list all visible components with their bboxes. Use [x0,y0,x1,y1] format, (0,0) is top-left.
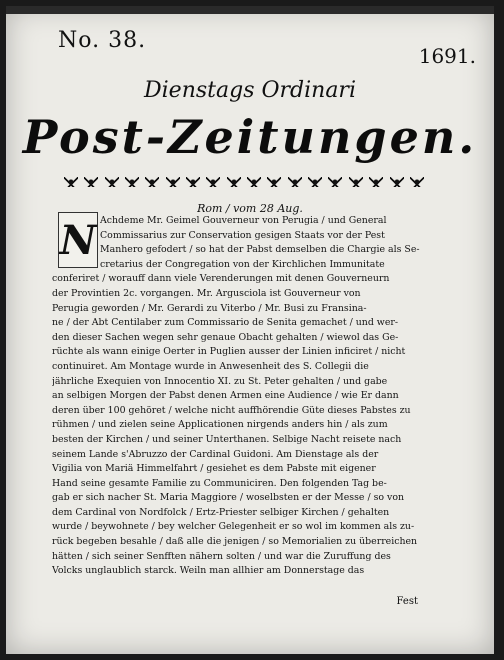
article-line: ne / der Abt Centilaber zum Commissario de Senita gemachet / und wer- [52,317,399,329]
ornament-glyph [390,177,404,187]
article-line: Perugia geworden / Mr. Gerardi zu Viterbo / Mr. Busi zu Fransina- [52,302,367,314]
article-line: Manhero gefodert / so hat der Pabst demselben die Chargie als Se- [100,244,420,256]
ornament-glyph [410,177,424,187]
article-line: cretarius der Congregation von der Kirchlichen Immunitate [100,258,385,270]
catchword: Fest [396,596,418,607]
masthead-subtitle: Dienstags Ordinari [144,78,356,103]
ornament-glyph [227,177,241,187]
ornament-glyph [206,177,220,187]
ornament-glyph [145,177,159,187]
ornament-glyph [84,177,98,187]
ornament-glyph [247,177,261,187]
ornament-glyph [186,177,200,187]
issue-year: 1691. [418,44,476,68]
ornament-glyph [125,177,139,187]
article-line: dem Cardinal von Nordfolck / Ertz-Priester selbiger Kirchen / gehalten [52,506,390,518]
article-line: den dieser Sachen wegen sehr genaue Obacht gehalten / wiewol das Ge- [52,331,399,343]
article-line: rück begeben besahle / daß alle die jenigen / so Memorialien zu überreichen [52,536,418,548]
ornament-glyph [308,177,322,187]
article-line: conferiret / worauff dann viele Verenderungen mit denen Gouverneurn [52,273,390,285]
ornament-glyph [267,177,281,187]
article-line: seinem Lande s'Abruzzo der Cardinal Guidoni. Am Dienstage als der [52,448,379,460]
issue-number: No. 38. [58,28,147,53]
ornament-glyph [64,177,78,187]
article-line: Hand seine gesamte Familie zu Communiciren. Den folgenden Tag be- [52,477,387,489]
drop-capital: N [58,212,98,268]
dateline: Rom / vom 28 Aug. [197,202,303,215]
article-line: der Provintien 2c. vorgangen. Mr. Argusciola ist Gouverneur von [52,287,361,299]
ornament-glyph [349,177,363,187]
ornament-glyph [328,177,342,187]
ornament-glyph [105,177,119,187]
ornament-glyph [369,177,383,187]
top-edge [6,6,494,14]
article-line: Volcks unglaublich starck. Weiln man allhier am Donnerstage das [52,565,365,577]
article-line: gab er sich nacher St. Maria Maggiore / woselbsten er der Messe / so von [52,492,404,504]
article-body [52,214,430,579]
ornament-glyph [288,177,302,187]
article-line: an selbigen Morgen der Pabst denen Armen eine Audience / wie Er dann [52,390,399,402]
article-line: rüchte als wann einige Oerter in Puglien ausser der Linien inficiret / nicht [52,346,406,358]
masthead-title: Post-Zeitungen. [22,110,478,164]
article-line: Vigilia von Mariä Himmelfahrt / gesiehet es dem Pabste mit eigener [52,463,376,475]
article-line: Commissarius zur Conservation gesigen Staats vor der Pest [100,229,385,241]
article-line: continuiret. Am Montage wurde in Anwesenheit des S. Collegii die [52,360,369,372]
article-line: deren über 100 gehöret / welche nicht auffhörendie Güte dieses Pabstes zu [52,404,411,416]
article-line: Achdeme Mr. Geimel Gouverneur von Perugia / und General [100,215,387,226]
ornament-glyph [166,177,180,187]
newspaper-page [6,6,494,654]
article-line: hätten / sich seiner Senfften nähern solten / und war die Zuruffung des [52,550,391,562]
ornamental-rule [64,174,424,190]
article-line: besten der Kirchen / und seiner Unterthanen. Selbige Nacht reisete nach [52,433,402,445]
article-line: rühmen / und zielen seine Applicationen nirgends anders hin / als zum [52,419,388,431]
article-line: jährliche Exequien von Innocentio XI. zu St. Peter gehalten / und gabe [52,375,388,387]
article-line: wurde / beywohnete / bey welcher Gelegenheit er so wol im kommen als zu- [52,521,415,533]
